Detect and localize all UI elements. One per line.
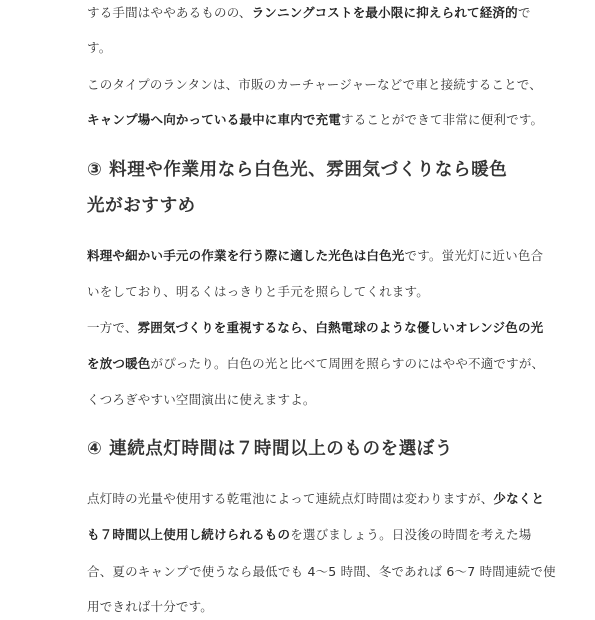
text-run: 合、夏のキャンプで使うなら最低でも 4〜5 時間、冬であれば 6〜7 時間連続で使	[87, 564, 556, 579]
text-line	[87, 76, 557, 94]
text-run: する手間はややあるものの、	[87, 5, 252, 20]
text-line	[87, 319, 557, 337]
text-run: くつろぎやすい空間演出に使えますよ。	[87, 392, 316, 407]
text-line	[87, 283, 557, 301]
heading-line: 光がおすすめ	[87, 196, 196, 216]
heading-line: ③ 料理や作業用なら白色光、雰囲気づくりなら暖色	[87, 160, 508, 180]
text-line	[87, 355, 557, 373]
text-line	[87, 247, 557, 265]
emphasis-text: 少なくと	[493, 491, 545, 506]
text-run: す。	[87, 40, 112, 55]
emphasis-text: も７時間以上使用し続けられるもの	[87, 527, 291, 542]
text-run: いをしており、明るくはっきりと手元を照らしてくれます。	[87, 284, 429, 299]
text-run: 用できれば十分です。	[87, 599, 214, 614]
heading-line: ④ 連続点灯時間は７時間以上のものを選ぼう	[87, 439, 454, 459]
text-run: です。蛍光灯に近い色合	[404, 248, 544, 263]
text-line	[87, 4, 557, 22]
text-run: このタイプのランタンは、市販のカーチャージャーなどで車と接続することで、	[87, 77, 542, 92]
text-line	[87, 490, 557, 508]
emphasis-text: 雰囲気づくりを重視するなら、白熱電球のような優しいオレンジ色の光	[137, 320, 544, 335]
text-run: を選びましょう。日没後の時間を考えた場	[290, 527, 532, 542]
text-line	[87, 111, 557, 129]
text-run: がぴったり。白色の光と比べて周囲を照らすのにはやや不適ですが、	[150, 356, 545, 371]
text-line	[87, 598, 557, 616]
text-line	[87, 563, 557, 581]
text-run: することができて非常に便利です。	[341, 112, 544, 127]
text-line	[87, 391, 557, 409]
text-run: 一方で、	[87, 320, 138, 335]
section-heading	[87, 436, 557, 462]
text-run: 点灯時の光量や使用する乾電池によって連続点灯時間は変わりますが、	[87, 491, 494, 506]
emphasis-text: ランニングコストを最小限に抑えられて経済的	[251, 5, 518, 20]
section-heading-continued	[87, 193, 557, 219]
emphasis-text: キャンプ場へ向かっている最中に車内で充電	[87, 112, 342, 127]
text-run: で	[517, 5, 531, 20]
section-heading	[87, 157, 557, 183]
emphasis-text: を放つ暖色	[87, 356, 151, 371]
emphasis-text: 料理や細かい手元の作業を行う際に適した光色は白色光	[87, 248, 405, 263]
text-line	[87, 526, 557, 544]
text-line	[87, 39, 557, 57]
